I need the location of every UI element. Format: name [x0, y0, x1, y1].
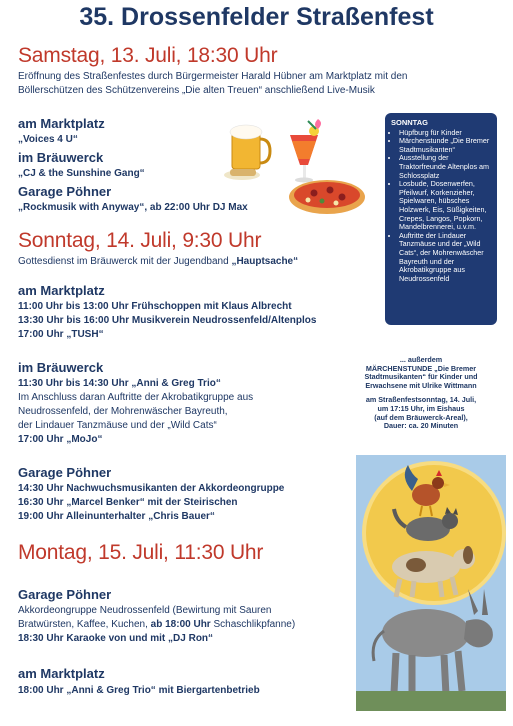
- sidebox-item: • Märchenstunde „Die Bremer Stadtmusikanten“: [399, 137, 492, 154]
- fairy-tale-note: [345, 356, 497, 431]
- program-text: Bratwürsten, Kaffee, Kuchen,: [18, 619, 151, 630]
- program-line: Akkordeongruppe Neudrossenfeld (Bewirtung mit Sauren: [18, 605, 272, 616]
- note-line: MÄRCHENSTUNDE „Die Bremer: [365, 363, 477, 373]
- beer-mug-icon: [224, 125, 270, 180]
- note-line: am Straßenfestsonntag, 14. Juli,: [365, 395, 477, 405]
- cocktail-icon: [290, 119, 321, 183]
- venue-heading: am Marktplatz: [18, 116, 105, 131]
- program-line: Neudrossenfeld, der Mohrenwäscher Bayreuth,: [18, 406, 228, 417]
- sidebox-list: [391, 129, 492, 284]
- program-line: 13:30 Uhr bis 16:00 Uhr Musikverein Neudrossenfeld/Altenplos: [18, 315, 317, 326]
- venue-heading: Garage Pöhner: [18, 465, 112, 480]
- program-line: Im Anschluss daran Auftritte der Akrobatikgruppe aus: [18, 392, 254, 403]
- sidebox-heading: SONNTAG: [391, 118, 428, 127]
- sunday-heading: Sonntag, 14. Juli, 9:30 Uhr: [18, 229, 262, 252]
- act-line: „Voices 4 U“: [18, 134, 78, 145]
- venue-heading: am Marktplatz: [18, 283, 105, 298]
- sunday-intro-band: „Hauptsache“: [231, 256, 299, 267]
- act-line: „CJ & the Sunshine Gang“: [18, 168, 145, 179]
- sidebox-item: • Losbude, Dosenwerfen, Pfeilwurf, Korkenzieher, Spielwaren, hübsches Holzwerk, Eis, Süßigkeiten, Crepes, Langos, Popkorn, Mandelbrennerei, u.v.m.: [399, 180, 492, 232]
- program-line: 17:00 Uhr „MoJo“: [18, 434, 103, 445]
- program-line: 16:30 Uhr „Marcel Benker“ mit der Steirischen: [18, 497, 238, 508]
- program-line: 11:30 Uhr bis 14:30 Uhr „Anni & Greg Trio“: [18, 378, 221, 389]
- program-line: 14:30 Uhr Nachwuchsmusikanten der Akkordeongruppe: [18, 483, 285, 494]
- act-line: „Rockmusik with Anyway“, ab 22:00 Uhr DJ Max: [18, 202, 248, 213]
- program-line: 11:00 Uhr bis 13:00 Uhr Frühschoppen mit Klaus Albrecht: [18, 301, 292, 312]
- page-title: 35. Drossenfelder Straßenfest: [79, 3, 434, 31]
- program-text: Schaschlikpfanne): [210, 619, 296, 630]
- venue-heading: im Bräuwerck: [18, 150, 104, 165]
- note-line: Stadtmusikanten“ für Kinder und: [364, 372, 478, 382]
- saturday-intro-line: Böllerschützen des Schützenvereins „Die alten Treuen“ anschließend Live-Musik: [18, 85, 375, 96]
- venue-heading: am Marktplatz: [18, 666, 105, 681]
- saturday-heading: Samstag, 13. Juli, 18:30 Uhr: [18, 44, 278, 67]
- sunday-intro-text: Gottesdienst im Bräuwerck mit der Jugendband: [18, 256, 232, 267]
- note-line: um 17:15 Uhr, im Eishaus: [377, 403, 465, 413]
- pizza-icon: [289, 180, 365, 214]
- program-line: 18:00 Uhr „Anni & Greg Trio“ mit Biergartenbetrieb: [18, 685, 260, 696]
- monday-heading: Montag, 15. Juli, 11:30 Uhr: [18, 541, 264, 564]
- saturday-intro-line: Eröffnung des Straßenfestes durch Bürgermeister Harald Hübner am Marktplatz mit den: [18, 71, 408, 82]
- program-line: 19:00 Uhr Alleinunterhalter „Chris Bauer“: [18, 511, 215, 522]
- program-line: 18:30 Uhr Karaoke von und mit „DJ Ron“: [18, 633, 214, 644]
- sidebox-item: • Hüpfburg für Kinder: [399, 129, 492, 138]
- program-line: der Lindauer Tanzmäuse und der „Wild Cats“: [18, 420, 217, 431]
- venue-heading: Garage Pöhner: [18, 184, 112, 199]
- program-line: 17:00 Uhr „TUSH“: [18, 329, 104, 340]
- venue-heading: im Bräuwerck: [18, 360, 104, 375]
- sidebox-item: • Ausstellung der Traktorfreunde Altenplos am Schlossplatz: [399, 154, 492, 180]
- food-drinks-illustration: [222, 115, 372, 220]
- sidebox-item: • Auftritte der Lindauer Tanzmäuse und der „Wild Cats“, der Mohrenwäscher Bayreuth und der Akrobatikgruppe aus Neudrossenfeld: [399, 232, 492, 284]
- sunday-info-box: [385, 113, 497, 325]
- venue-heading: Garage Pöhner: [18, 587, 112, 602]
- note-line: Erwachsene mit Ulrike Wittmann: [365, 380, 477, 390]
- note-line: ... außerdem: [399, 355, 443, 364]
- program-time: ab 18:00 Uhr: [150, 619, 211, 630]
- program-line: [18, 618, 295, 632]
- town-musicians-illustration: [356, 455, 506, 711]
- sunday-intro-line: [18, 255, 298, 269]
- note-line: (auf dem Bräuwerck-Areal),: [374, 412, 468, 422]
- note-line: Dauer: ca. 20 Minuten: [383, 421, 459, 431]
